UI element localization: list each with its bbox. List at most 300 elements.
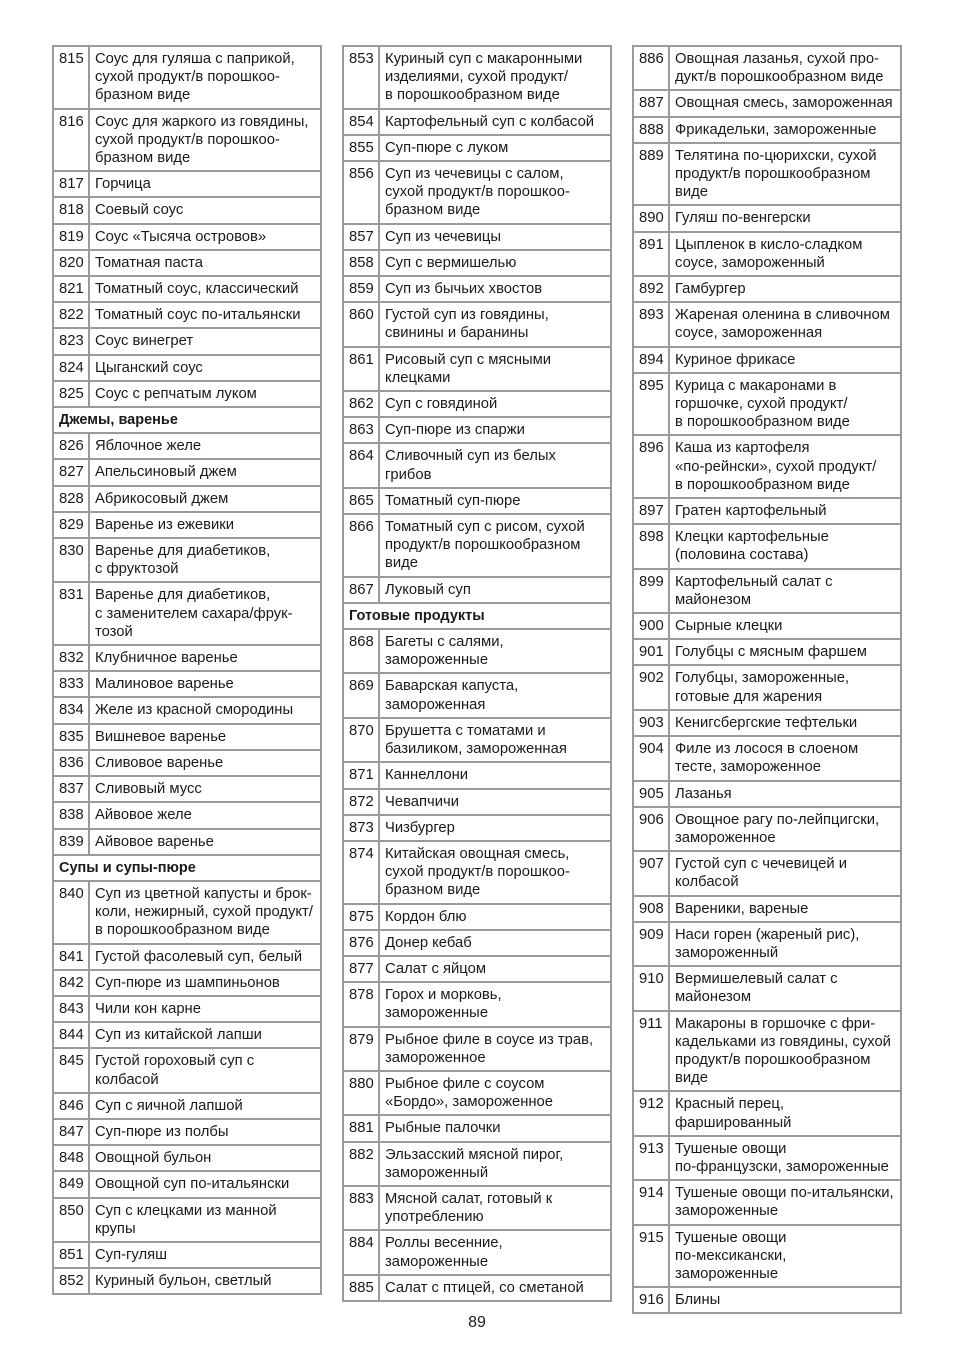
table-row: [53, 1242, 321, 1268]
section-row: [53, 855, 321, 881]
program-code: 855: [343, 135, 379, 161]
program-name: Сливовый мусс: [89, 776, 321, 802]
program-code: 912: [633, 1091, 669, 1135]
program-name: Красный перец, фаршированный: [669, 1091, 901, 1135]
program-code: 885: [343, 1275, 379, 1301]
program-name: Суп-пюре с луком: [379, 135, 611, 161]
table-row: [53, 250, 321, 276]
program-code: 906: [633, 807, 669, 851]
table-row: [343, 1230, 611, 1274]
program-code: 869: [343, 673, 379, 717]
program-code: 850: [53, 1198, 89, 1242]
program-name: Гратен картофельный: [669, 498, 901, 524]
program-code: 835: [53, 724, 89, 750]
program-code: 828: [53, 486, 89, 512]
program-code: 818: [53, 197, 89, 223]
program-name: Голубцы с мясным фаршем: [669, 639, 901, 665]
section-heading: Супы и супы-пюре: [53, 855, 321, 881]
program-code: 834: [53, 697, 89, 723]
program-code: 859: [343, 276, 379, 302]
table-row: [53, 724, 321, 750]
table-row: [53, 109, 321, 172]
table-row: [53, 224, 321, 250]
table-row: [53, 1048, 321, 1092]
program-code: 897: [633, 498, 669, 524]
table-row: [633, 1136, 901, 1180]
program-name: Рисовый суп с мясными клецками: [379, 347, 611, 391]
program-code: 900: [633, 613, 669, 639]
table-row: [343, 577, 611, 603]
table-row: [633, 373, 901, 436]
program-name: Густой суп из говядины, свинины и баранины: [379, 302, 611, 346]
program-name: Салат с птицей, со сметаной: [379, 1275, 611, 1301]
program-name: Овощное рагу по-лейпцигски, замороженное: [669, 807, 901, 851]
program-code: 889: [633, 143, 669, 206]
program-name: Макароны в горшочке с фри- кадельками из говядины, сухой продукт/в порошкообразном виде: [669, 1011, 901, 1092]
program-code: 875: [343, 904, 379, 930]
program-name: Рыбные палочки: [379, 1115, 611, 1141]
table-row: [343, 250, 611, 276]
table-row: [343, 276, 611, 302]
program-name: Картофельный суп с колбасой: [379, 109, 611, 135]
program-name: Мясной салат, готовый к употреблению: [379, 1186, 611, 1230]
table-row: [53, 645, 321, 671]
program-code: 909: [633, 922, 669, 966]
program-code: 914: [633, 1180, 669, 1224]
program-code: 852: [53, 1268, 89, 1294]
program-code: 890: [633, 205, 669, 231]
program-code: 816: [53, 109, 89, 172]
program-name: Желе из красной смородины: [89, 697, 321, 723]
table-row: [53, 486, 321, 512]
program-name: Суп из чечевицы: [379, 224, 611, 250]
program-name: Овощной бульон: [89, 1145, 321, 1171]
program-name: Картофельный салат с майонезом: [669, 569, 901, 613]
program-code: 848: [53, 1145, 89, 1171]
table-row: [343, 1027, 611, 1071]
program-name: Донер кебаб: [379, 930, 611, 956]
program-table: [52, 45, 322, 1295]
program-name: Суп из китайской лапши: [89, 1022, 321, 1048]
table-row: [633, 639, 901, 665]
program-name: Горчица: [89, 171, 321, 197]
program-name: Суп-пюре из спаржи: [379, 417, 611, 443]
table-column-2: [342, 45, 612, 1302]
table-row: [53, 46, 321, 109]
program-code: 833: [53, 671, 89, 697]
program-code: 902: [633, 665, 669, 709]
program-code: 911: [633, 1011, 669, 1092]
program-code: 887: [633, 90, 669, 116]
program-name: Суп-гуляш: [89, 1242, 321, 1268]
program-code: 865: [343, 488, 379, 514]
program-name: Соус для жаркого из говядины, сухой продукт/в порошкоо- бразном виде: [89, 109, 321, 172]
program-name: Куриный суп с макаронными изделиями, сухой продукт/ в порошкообразном виде: [379, 46, 611, 109]
table-row: [53, 750, 321, 776]
program-name: Варенье для диабетиков, с заменителем сахара/фрук- тозой: [89, 582, 321, 645]
program-code: 883: [343, 1186, 379, 1230]
program-code: 839: [53, 829, 89, 855]
program-code: 870: [343, 718, 379, 762]
program-code: 908: [633, 896, 669, 922]
program-code: 862: [343, 391, 379, 417]
program-code: 905: [633, 781, 669, 807]
program-code: 842: [53, 970, 89, 996]
table-column-3: [632, 45, 902, 1314]
program-name: Луковый суп: [379, 577, 611, 603]
table-row: [343, 1142, 611, 1186]
table-row: [343, 930, 611, 956]
table-row: [343, 135, 611, 161]
program-name: Суп с клецками из манной крупы: [89, 1198, 321, 1242]
program-name: Роллы весенние, замороженные: [379, 1230, 611, 1274]
program-name: Малиновое варенье: [89, 671, 321, 697]
program-code: 880: [343, 1071, 379, 1115]
program-code: 831: [53, 582, 89, 645]
table-row: [53, 996, 321, 1022]
table-row: [53, 512, 321, 538]
table-row: [633, 569, 901, 613]
program-name: Суп из чечевицы с салом, сухой продукт/в порошкоо- бразном виде: [379, 161, 611, 224]
program-code: 857: [343, 224, 379, 250]
program-code: 868: [343, 629, 379, 673]
program-code: 872: [343, 789, 379, 815]
table-row: [343, 1115, 611, 1141]
program-code: 821: [53, 276, 89, 302]
program-code: 874: [343, 841, 379, 904]
table-row: [343, 109, 611, 135]
program-name: Голубцы, замороженные, готовые для жарения: [669, 665, 901, 709]
program-code: 895: [633, 373, 669, 436]
program-name: Соус «Тысяча островов»: [89, 224, 321, 250]
program-name: Кордон блю: [379, 904, 611, 930]
table-row: [343, 904, 611, 930]
table-row: [633, 276, 901, 302]
table-row: [53, 433, 321, 459]
table-row: [343, 224, 611, 250]
program-name: Куриный бульон, светлый: [89, 1268, 321, 1294]
program-code: 896: [633, 435, 669, 498]
program-name: Гамбургер: [669, 276, 901, 302]
program-name: Соевый соус: [89, 197, 321, 223]
program-code: 853: [343, 46, 379, 109]
program-code: 838: [53, 802, 89, 828]
program-code: 845: [53, 1048, 89, 1092]
program-name: Суп из цветной капусты и брок- коли, нежирный, сухой продукт/ в порошкообразном виде: [89, 881, 321, 944]
program-name: Варенье для диабетиков, с фруктозой: [89, 538, 321, 582]
program-code: 903: [633, 710, 669, 736]
program-name: Томатный соус, классический: [89, 276, 321, 302]
table-row: [53, 671, 321, 697]
program-name: Чили кон карне: [89, 996, 321, 1022]
program-name: Суп с яичной лапшой: [89, 1093, 321, 1119]
table-row: [633, 1287, 901, 1313]
program-name: Горох и морковь, замороженные: [379, 982, 611, 1026]
table-row: [633, 46, 901, 90]
program-name: Томатный суп-пюре: [379, 488, 611, 514]
program-name: Сливовое варенье: [89, 750, 321, 776]
program-code: 864: [343, 443, 379, 487]
table-row: [633, 435, 901, 498]
table-row: [343, 391, 611, 417]
program-code: 815: [53, 46, 89, 109]
program-code: 827: [53, 459, 89, 485]
table-row: [633, 1180, 901, 1224]
program-name: Густой фасолевый суп, белый: [89, 944, 321, 970]
program-name: Апельсиновый джем: [89, 459, 321, 485]
table-row: [53, 1171, 321, 1197]
program-name: Соус винегрет: [89, 328, 321, 354]
program-name: Рыбное филе с соусом «Бордо», замороженное: [379, 1071, 611, 1115]
table-row: [633, 524, 901, 568]
table-row: [53, 1268, 321, 1294]
section-row: [343, 603, 611, 629]
table-row: [633, 232, 901, 276]
program-name: Брушетта с томатами и базиликом, замороженная: [379, 718, 611, 762]
program-code: 832: [53, 645, 89, 671]
program-name: Айвовое варенье: [89, 829, 321, 855]
program-name: Багеты с салями, замороженные: [379, 629, 611, 673]
program-name: Томатный суп с рисом, сухой продукт/в порошкообразном виде: [379, 514, 611, 577]
table-row: [343, 1275, 611, 1301]
program-code: 863: [343, 417, 379, 443]
program-name: Суп с вермишелью: [379, 250, 611, 276]
program-name: Каннеллони: [379, 762, 611, 788]
program-code: 840: [53, 881, 89, 944]
program-name: Густой суп с чечевицей и колбасой: [669, 851, 901, 895]
program-table: [342, 45, 612, 1302]
table-row: [343, 1071, 611, 1115]
table-row: [633, 665, 901, 709]
table-row: [53, 302, 321, 328]
table-row: [343, 956, 611, 982]
table-row: [343, 161, 611, 224]
program-code: 841: [53, 944, 89, 970]
table-row: [53, 970, 321, 996]
table-row: [53, 829, 321, 855]
program-name: Густой гороховый суп с колбасой: [89, 1048, 321, 1092]
table-row: [53, 197, 321, 223]
program-name: Яблочное желе: [89, 433, 321, 459]
program-code: 916: [633, 1287, 669, 1313]
program-code: 829: [53, 512, 89, 538]
program-name: Клубничное варенье: [89, 645, 321, 671]
program-code: 819: [53, 224, 89, 250]
program-name: Чевапчичи: [379, 789, 611, 815]
program-code: 823: [53, 328, 89, 354]
program-name: Клецки картофельные (половина состава): [669, 524, 901, 568]
program-code: 822: [53, 302, 89, 328]
program-name: Китайская овощная смесь, сухой продукт/в порошкоо- бразном виде: [379, 841, 611, 904]
table-row: [633, 1011, 901, 1092]
table-row: [53, 355, 321, 381]
program-name: Наси горен (жареный рис), замороженный: [669, 922, 901, 966]
program-code: 891: [633, 232, 669, 276]
program-name: Лазанья: [669, 781, 901, 807]
program-code: 879: [343, 1027, 379, 1071]
table-row: [53, 582, 321, 645]
program-name: Тушеные овощи по-мексикански, замороженные: [669, 1225, 901, 1288]
program-code: 858: [343, 250, 379, 276]
table-row: [633, 851, 901, 895]
table-row: [633, 117, 901, 143]
program-code: 910: [633, 966, 669, 1010]
table-row: [633, 966, 901, 1010]
program-code: 830: [53, 538, 89, 582]
program-code: 876: [343, 930, 379, 956]
program-name: Суп-пюре из полбы: [89, 1119, 321, 1145]
table-row: [343, 673, 611, 717]
program-name: Рыбное филе в соусе из трав, замороженное: [379, 1027, 611, 1071]
program-code: 899: [633, 569, 669, 613]
table-row: [343, 629, 611, 673]
program-code: 847: [53, 1119, 89, 1145]
table-row: [633, 896, 901, 922]
program-name: Гуляш по-венгерски: [669, 205, 901, 231]
program-name: Сливочный суп из белых грибов: [379, 443, 611, 487]
table-row: [633, 498, 901, 524]
program-name: Суп-пюре из шампиньонов: [89, 970, 321, 996]
program-code: 851: [53, 1242, 89, 1268]
table-row: [343, 46, 611, 109]
table-row: [53, 381, 321, 407]
program-code: 817: [53, 171, 89, 197]
program-code: 878: [343, 982, 379, 1026]
table-row: [53, 944, 321, 970]
table-row: [633, 143, 901, 206]
program-name: Кенигсбергские тефтельки: [669, 710, 901, 736]
table-row: [343, 789, 611, 815]
page-number: 89: [468, 1314, 486, 1331]
table-row: [343, 718, 611, 762]
program-name: Овощная смесь, замороженная: [669, 90, 901, 116]
table-row: [633, 613, 901, 639]
program-name: Овощной суп по-итальянски: [89, 1171, 321, 1197]
section-row: [53, 407, 321, 433]
program-table: [632, 45, 902, 1314]
program-code: 888: [633, 117, 669, 143]
table-row: [633, 1091, 901, 1135]
program-name: Соус для гуляша с паприкой, сухой продукт/в порошкоо- бразном виде: [89, 46, 321, 109]
program-code: 843: [53, 996, 89, 1022]
table-row: [343, 417, 611, 443]
program-code: 882: [343, 1142, 379, 1186]
program-code: 846: [53, 1093, 89, 1119]
program-code: 898: [633, 524, 669, 568]
table-row: [53, 538, 321, 582]
program-name: Баварская капуста, замороженная: [379, 673, 611, 717]
program-name: Вишневое варенье: [89, 724, 321, 750]
table-row: [53, 1022, 321, 1048]
program-code: 820: [53, 250, 89, 276]
table-row: [633, 807, 901, 851]
table-row: [53, 328, 321, 354]
program-name: Эльзасский мясной пирог, замороженный: [379, 1142, 611, 1186]
program-name: Телятина по-цюрихски, сухой продукт/в порошкообразном виде: [669, 143, 901, 206]
program-code: 824: [53, 355, 89, 381]
program-name: Салат с яйцом: [379, 956, 611, 982]
table-row: [633, 90, 901, 116]
table-row: [343, 815, 611, 841]
program-code: 892: [633, 276, 669, 302]
program-name: Тушеные овощи по-итальянски, замороженные: [669, 1180, 901, 1224]
program-code: 849: [53, 1171, 89, 1197]
table-row: [633, 922, 901, 966]
program-name: Абрикосовый джем: [89, 486, 321, 512]
program-code: 825: [53, 381, 89, 407]
table-column-1: [52, 45, 322, 1295]
program-code: 856: [343, 161, 379, 224]
program-code: 826: [53, 433, 89, 459]
table-row: [343, 514, 611, 577]
program-name: Томатная паста: [89, 250, 321, 276]
table-row: [633, 710, 901, 736]
program-code: 881: [343, 1115, 379, 1141]
table-row: [343, 1186, 611, 1230]
program-name: Блины: [669, 1287, 901, 1313]
program-code: 873: [343, 815, 379, 841]
table-row: [53, 776, 321, 802]
program-code: 886: [633, 46, 669, 90]
table-row: [53, 276, 321, 302]
program-code: 904: [633, 736, 669, 780]
program-code: 836: [53, 750, 89, 776]
table-row: [343, 302, 611, 346]
program-code: 907: [633, 851, 669, 895]
program-name: Сырные клецки: [669, 613, 901, 639]
program-code: 894: [633, 347, 669, 373]
table-row: [53, 1198, 321, 1242]
program-code: 871: [343, 762, 379, 788]
program-name: Вермишелевый салат с майонезом: [669, 966, 901, 1010]
program-name: Варенье из ежевики: [89, 512, 321, 538]
program-name: Курица с макаронами в горшочке, сухой продукт/ в порошкообразном виде: [669, 373, 901, 436]
program-code: 854: [343, 109, 379, 135]
table-row: [633, 736, 901, 780]
table-row: [633, 205, 901, 231]
program-name: Тушеные овощи по-французски, замороженные: [669, 1136, 901, 1180]
table-row: [343, 443, 611, 487]
table-row: [633, 347, 901, 373]
program-code: 844: [53, 1022, 89, 1048]
program-code: 837: [53, 776, 89, 802]
program-name: Чизбургер: [379, 815, 611, 841]
table-row: [343, 347, 611, 391]
program-code: 893: [633, 302, 669, 346]
program-name: Каша из картофеля «по-рейнски», сухой продукт/ в порошкообразном виде: [669, 435, 901, 498]
program-name: Соус с репчатым луком: [89, 381, 321, 407]
program-name: Жареная оленина в сливочном соусе, замороженная: [669, 302, 901, 346]
table-row: [53, 1093, 321, 1119]
program-name: Томатный соус по-итальянски: [89, 302, 321, 328]
program-name: Суп с говядиной: [379, 391, 611, 417]
table-row: [53, 881, 321, 944]
program-code: 877: [343, 956, 379, 982]
table-row: [343, 982, 611, 1026]
program-name: Цыпленок в кисло-сладком соусе, замороженный: [669, 232, 901, 276]
table-row: [53, 171, 321, 197]
table-row: [53, 459, 321, 485]
program-name: Вареники, вареные: [669, 896, 901, 922]
program-name: Фрикадельки, замороженные: [669, 117, 901, 143]
program-code: 901: [633, 639, 669, 665]
section-heading: Готовые продукты: [343, 603, 611, 629]
table-row: [53, 1119, 321, 1145]
program-code: 866: [343, 514, 379, 577]
program-code: 915: [633, 1225, 669, 1288]
table-row: [633, 1225, 901, 1288]
program-code: 867: [343, 577, 379, 603]
